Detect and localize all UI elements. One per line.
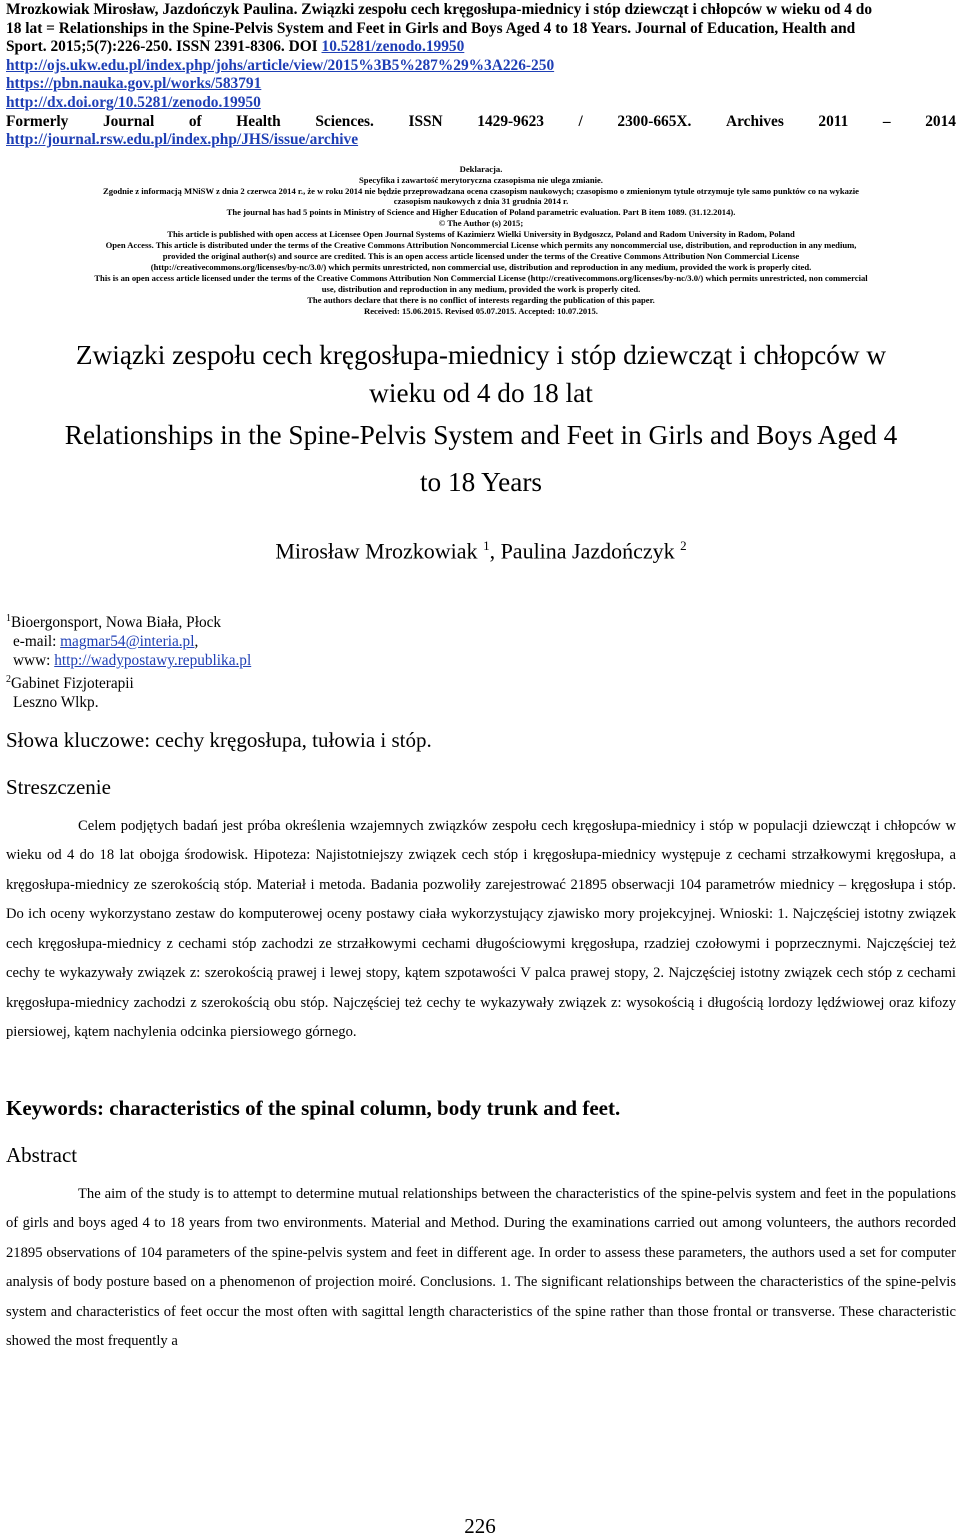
affiliations <box>6 609 956 712</box>
author-separator: , <box>489 538 501 564</box>
formerly-word: Journal <box>102 112 155 130</box>
email-line <box>6 632 956 651</box>
title-english-line: to 18 Years <box>419 467 543 498</box>
note-line: This article is published with open access at Licensee Open Journal Systems of Kazimierz Wielki University in Bydgoszcz, Poland and Radom University in Radom, Poland <box>167 229 795 240</box>
note-line: czasopism naukowych z dnia 31 grudnia 2014 r. <box>393 196 569 207</box>
note-line: (http://creativecommons.org/licenses/by-nc/3.0/) which permits unrestricted, non commercial use, distribution and reproduction in any medium, provided the work is properly cited. <box>150 261 812 272</box>
authors <box>6 538 956 564</box>
formerly-word: Sciences. <box>315 112 374 130</box>
affiliation-2-name: Gabinet Fizjoterapii <box>11 674 134 692</box>
citation-line-1: Mrozkowiak Mirosław, Jazdończyk Paulina. Związki zespołu cech kręgosłupa-miednicy i stóp dziewcząt i chłopców w wieku od 4 do <box>6 1 873 18</box>
note-line: The authors declare that there is no conflict of interests regarding the publication of this paper. <box>307 294 655 305</box>
dx-doi-link[interactable]: http://dx.doi.org/10.5281/zenodo.19950 <box>6 93 261 111</box>
note-line: use, distribution and reproduction in any medium, provided the work is properly cited. <box>321 283 641 294</box>
www-line <box>6 651 956 670</box>
affiliation-1 <box>6 609 956 632</box>
declaration-notes <box>6 164 956 317</box>
abstract-heading: Abstract <box>6 1142 78 1167</box>
page-number: 226 <box>464 1514 496 1538</box>
ojs-link[interactable]: http://ojs.ukw.edu.pl/index.php/johs/article/view/2015%3B5%287%29%3A226-250 <box>6 56 555 74</box>
formerly-word: ISSN <box>408 112 443 130</box>
formerly-word: 2011 <box>818 112 849 130</box>
note-line: This is an open access article licensed under the terms of the Creative Commons Attribution Non Commercial License (http://creativecommons.org/licenses/by-nc/3.0/) which permits unrestricted, non commercial <box>94 272 868 283</box>
title-polish <box>6 336 956 412</box>
www-link[interactable]: http://wadypostawy.republika.pl <box>54 651 252 669</box>
formerly-word: / <box>578 112 583 130</box>
abstract-text <box>6 1180 956 1357</box>
note-line: Specyfika i zawartość merytoryczna czasopisma nie ulega zmianie. <box>359 174 603 185</box>
author-2: Paulina Jazdończyk <box>500 538 675 564</box>
email-tail: , <box>194 632 199 650</box>
note-line: © The Author (s) 2015; <box>438 218 524 229</box>
affiliation-1-name: Bioergonsport, Nowa Biała, Płock <box>11 613 222 631</box>
affiliation-2 <box>6 670 956 693</box>
streszczenie-paragraph: Celem podjętych badań jest próba określenia wzajemnych związków zespołu cech kręgosłupa-miednicy i stóp w populacji dziewcząt i chłopców w wieku od 4 do 18 lat obojga środowisk. Hipoteza: Najistotniejszy związek cech stóp i kręgosłupa-miednicy występuje z cechami strzałkowymi kręgosłupa, a kręgosłupa-miednicy ze szerokością stóp. Materiał i metoda. Badania pozwoliły zarejestrować 21895 obserwacji 104 parametrów miednicy – kręgosłupa i stóp. Do ich oceny wykorzystano zestaw do komputerowej oceny postawy ciała wykorzystujący zjawisko mory projekcyjnej. Wnioski: 1. Najczęściej istotny związek cech kręgosłupa-miednicy z cechami stóp zachodzi ze strzałkowymi cechami długościowymi kręgosłupa, rzadziej czołowymi i poprzecznymi. Najczęściej też cechy te wykazywały związek z: szerokością prawej i lewej stopy, kątem szpotawości V palca prawej stopy, 2. Najczęściej istotny związek cech stóp z cechami kręgosłupa-miednicy zachodzi z szerokością obu stóp. Najczęściej też cechy te wykazywały związek z: wysokością i długością lordozy lędźwiowej oraz kifozy piersiowej, kątem nachylenia odcinka piersiowego górnego. <box>6 817 956 1041</box>
formerly-word: Health <box>236 112 281 130</box>
streszczenie-heading: Streszczenie <box>6 774 111 799</box>
formerly-word: of <box>188 112 202 130</box>
author-2-affiliation-mark: 2 <box>680 538 687 554</box>
email-link[interactable]: magmar54@interia.pl <box>60 632 195 650</box>
formerly-word: Archives <box>725 112 784 130</box>
title-english-line: Relationships in the Spine-Pelvis System and Feet in Girls and Boys Aged 4 <box>64 420 898 451</box>
citation-line-3 <box>6 38 956 57</box>
keywords-english: Keywords: characteristics of the spinal column, body trunk and feet. <box>6 1095 621 1120</box>
citation-line-3-text: Sport. 2015;5(7):226-250. ISSN 2391-8306. DOI <box>6 38 322 56</box>
citation-header <box>6 1 956 150</box>
formerly-word: 1429-9623 <box>477 112 544 130</box>
pbn-link[interactable]: https://pbn.nauka.gov.pl/works/583791 <box>6 75 262 93</box>
title-polish-line: wieku od 4 do 18 lat <box>369 378 593 409</box>
author-1-affiliation-mark: 1 <box>483 538 490 554</box>
note-line: The journal has had 5 points in Ministry of Science and Higher Education of Poland parametric evaluation. Part B item 1089. (31.12.2014). <box>226 207 736 218</box>
citation-line-2: 18 lat = Relationships in the Spine-Pelvis System and Feet in Girls and Boys Aged 4 to 18 Years. Journal of Education, Health and <box>6 19 856 37</box>
www-label: www: <box>13 651 55 669</box>
formerly-line <box>6 113 956 132</box>
affiliation-1-mark: 1 <box>6 612 11 624</box>
abstract-paragraph: The aim of the study is to attempt to determine mutual relationships between the characteristics of the spine-pelvis system and feet in the populations of girls and boys aged 4 to 18 years from two environments. Material and Method. During the examinations carried out among volunteers, the authors recorded 21895 observations of 104 parameters of the spine-pelvis system and feet in different age. In order to assess these parameters, the authors used a set for computer analysis of body posture based on a phenomenon of projection moiré. Conclusions. 1. The significant relationships between the characteristics of the spine-pelvis system and characteristics of feet occur the most often with sagittal length characteristics of the spine rather than those frontal or transverse. These characteristic showed the most frequently a <box>6 1185 956 1350</box>
title-english <box>6 412 956 506</box>
note-line: Zgodnie z informacją MNiSW z dnia 2 czerwca 2014 r., że w roku 2014 nie będzie przeprowadzana ocena czasopism naukowych; czasopismo o zmienionym tytule otrzymuje tyle samo punktów co na wykazie <box>103 185 859 196</box>
formerly-word: Formerly <box>6 112 69 130</box>
author-1: Mirosław Mrozkowiak <box>275 538 478 564</box>
formerly-word: 2300-665X. <box>617 112 692 130</box>
affiliation-2-city: Leszno Wlkp. <box>13 693 99 711</box>
formerly-word: – <box>882 112 891 130</box>
keywords-polish: Słowa kluczowe: cechy kręgosłupa, tułowia i stóp. <box>6 727 432 752</box>
title-polish-line: Związki zespołu cech kręgosłupa-miednicy i stóp dziewcząt i chłopców w <box>75 340 887 371</box>
email-label: e-mail: <box>13 632 61 650</box>
note-line: provided the original author(s) and source are credited. This is an open access article licensed under the terms of the Creative Commons Attribution Non Commercial License <box>162 251 800 261</box>
formerly-word: 2014 <box>925 112 956 130</box>
journal-archive-link[interactable]: http://journal.rsw.edu.pl/index.php/JHS/issue/archive <box>6 131 359 149</box>
note-line: Received: 15.06.2015. Revised 05.07.2015. Accepted: 10.07.2015. <box>364 305 598 316</box>
doi-link[interactable]: 10.5281/zenodo.19950 <box>321 38 465 56</box>
streszczenie-text <box>6 812 956 1048</box>
affiliation-2-mark: 2 <box>6 673 11 685</box>
note-line: Deklaracja. <box>459 163 503 174</box>
note-line: Open Access. This article is distributed under the terms of the Creative Commons Attribution Noncommercial License which permits any noncommercial use, distribution, and reproduction in any medium, <box>105 240 857 251</box>
paper-page <box>6 0 956 1357</box>
